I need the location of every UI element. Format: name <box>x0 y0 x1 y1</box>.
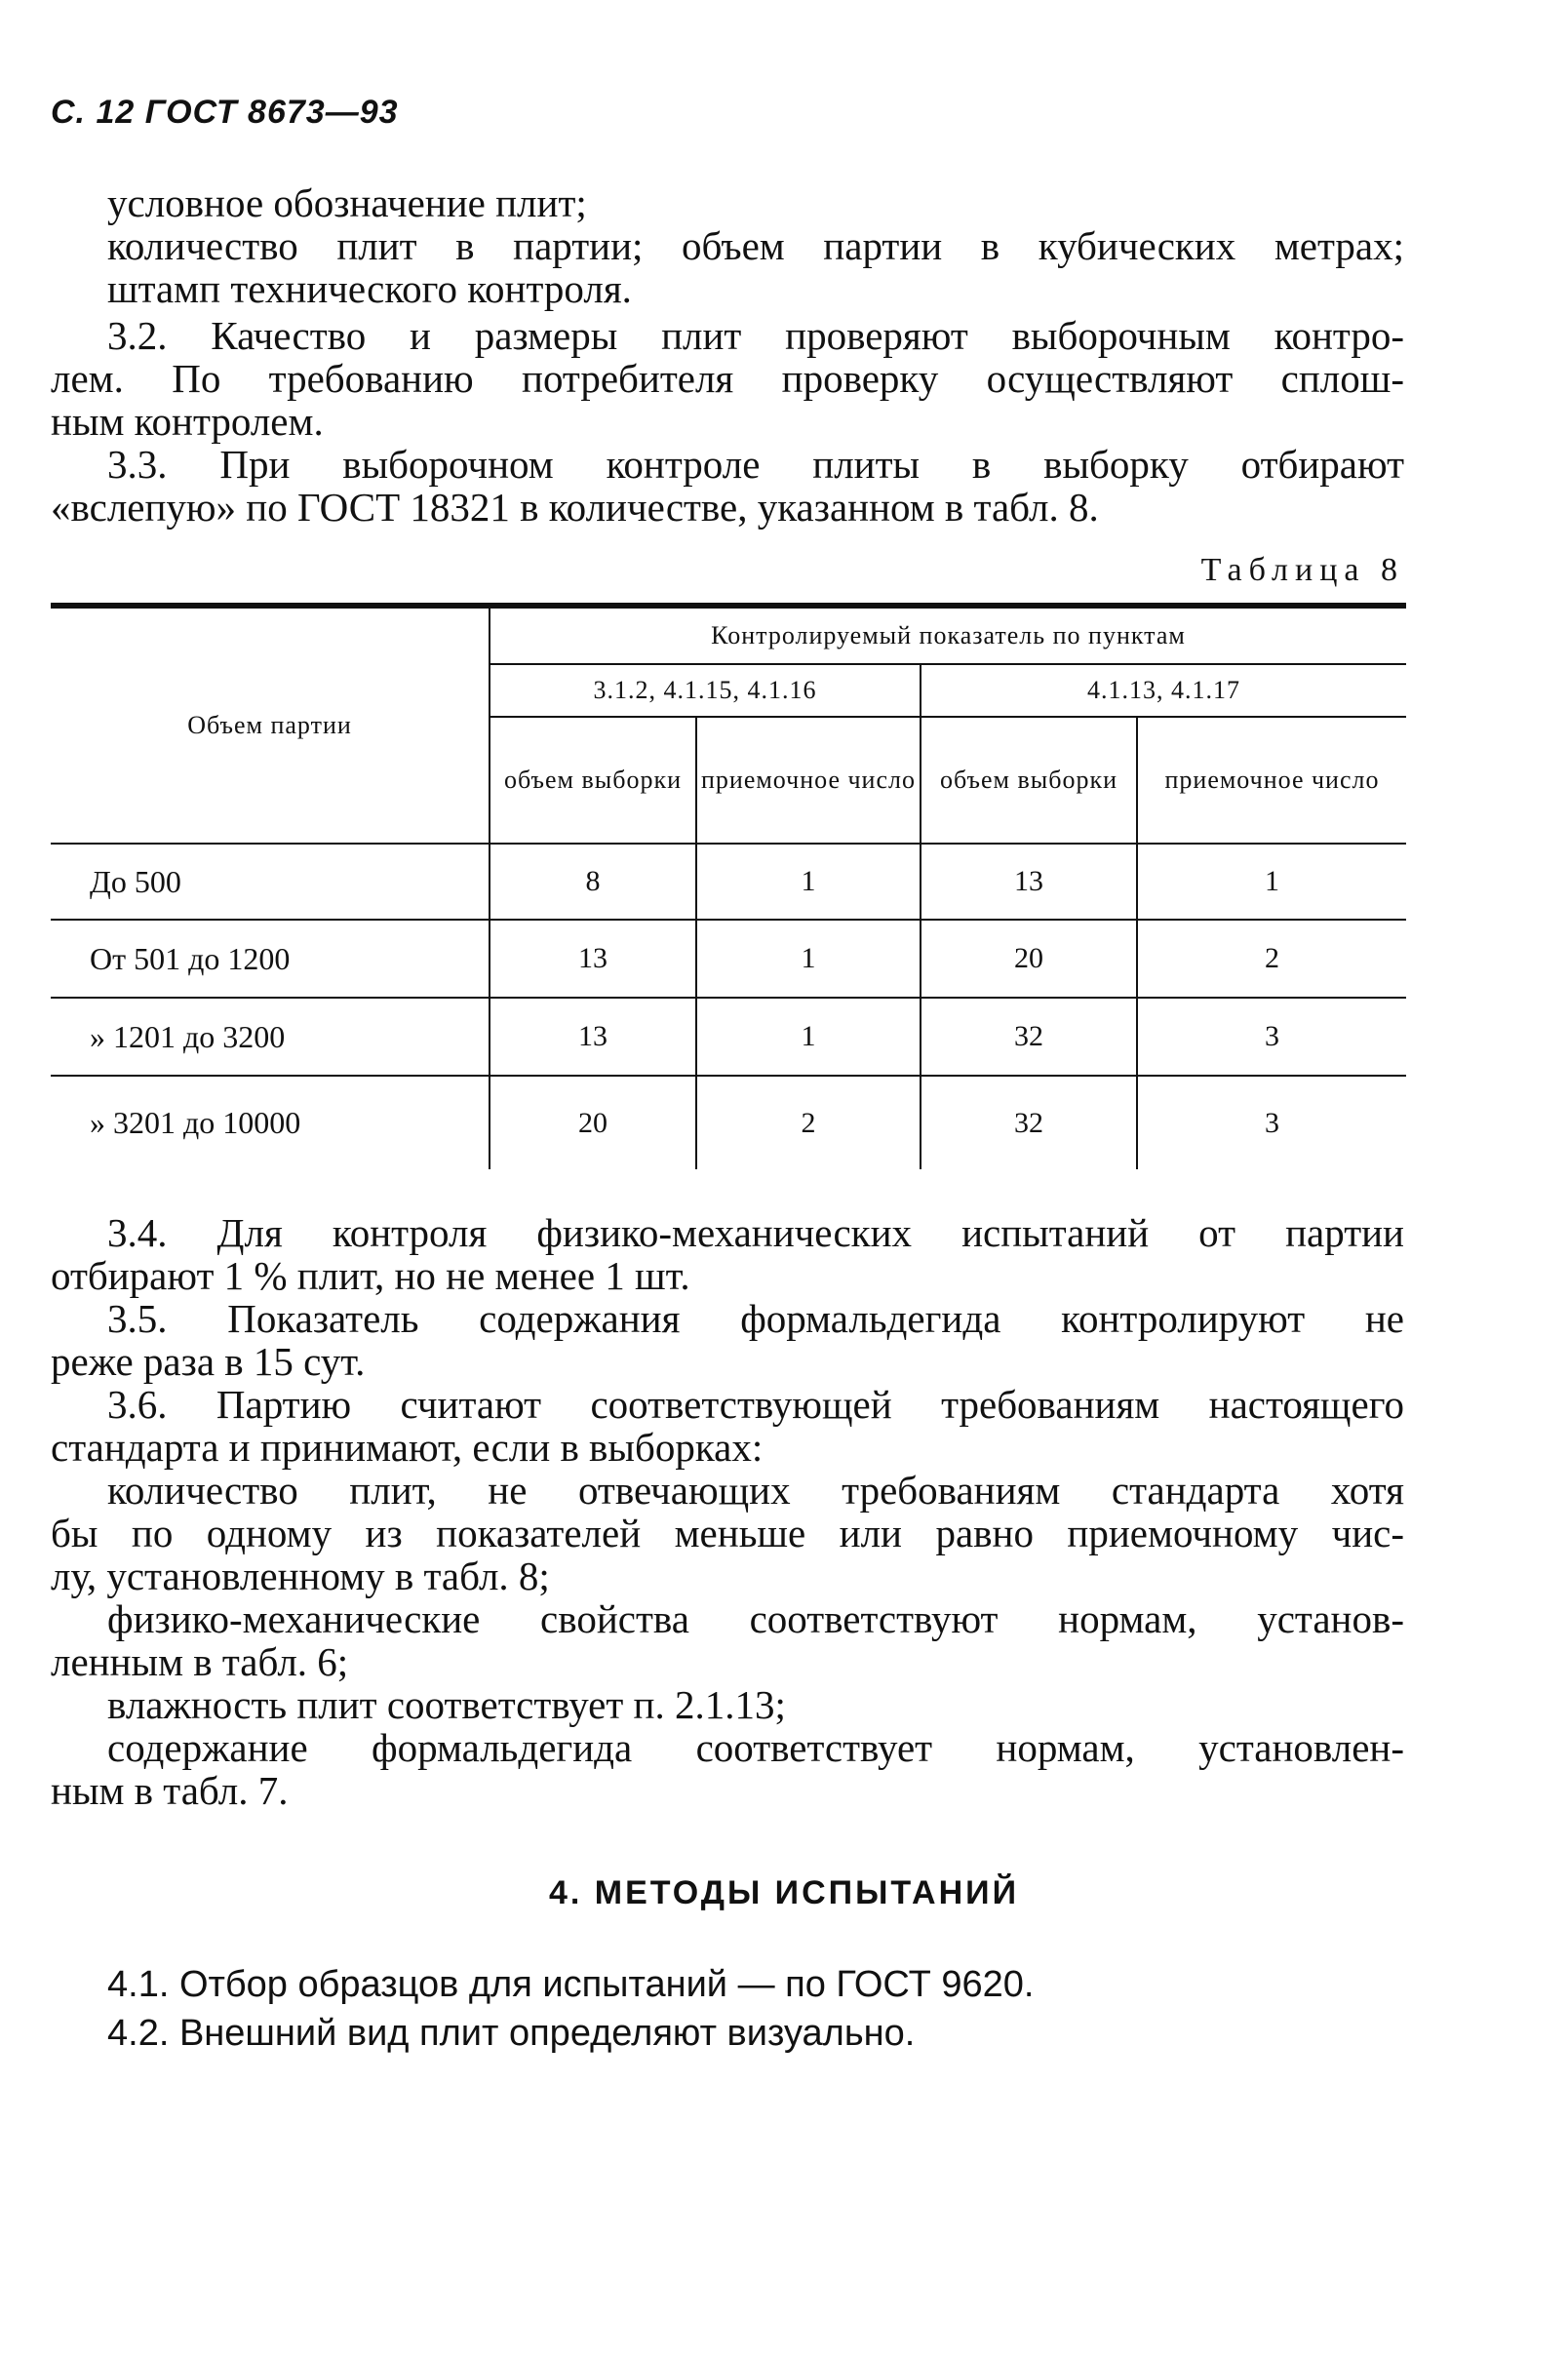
text-line: 4.1. Отбор образцов для испытаний — по ГОСТ 9620. <box>107 1964 1035 2005</box>
text-line: бы по одному из показателей меньше или равно приемочному чис- <box>51 1511 1404 1555</box>
text-line: 3.3. При выборочном контроле плиты в выборку отбирают <box>107 442 1404 487</box>
text-line: штамп технического контроля. <box>107 266 632 311</box>
text-line: ным в табл. 7. <box>51 1768 289 1813</box>
text-line: 3.4. Для контроля физико-механических испытаний от партии <box>107 1210 1404 1255</box>
row-label: » 1201 до 3200 <box>51 998 490 1076</box>
header-acceptance-number: приемочное число <box>1137 717 1406 844</box>
header-batch-volume: Объем партии <box>51 606 490 844</box>
text-line: количество плит, не отвечающих требованиям стандарта хотя <box>107 1468 1404 1513</box>
text-line: реже раза в 15 сут. <box>51 1339 366 1384</box>
text-line: «вслепую» по ГОСТ 18321 в количестве, указанном в табл. 8. <box>51 485 1099 530</box>
header-subgroup-1: 3.1.2, 4.1.15, 4.1.16 <box>490 664 921 717</box>
cell: 2 <box>696 1076 921 1169</box>
text-line: содержание формальдегида соответствует нормам, установлен- <box>107 1725 1404 1770</box>
paragraph-3-4 <box>51 1211 1404 1297</box>
text-line: ленным в табл. 6; <box>51 1639 349 1684</box>
table-row <box>51 998 1406 1076</box>
cell: 3 <box>1137 998 1406 1076</box>
table-caption: Таблица 8 <box>1200 552 1404 588</box>
text-line: ным контролем. <box>51 399 324 444</box>
paragraph-3-6 <box>51 1383 1404 1812</box>
table-8 <box>51 603 1406 1169</box>
paragraph-3-5 <box>51 1297 1404 1383</box>
row-label: От 501 до 1200 <box>51 920 490 998</box>
text-line: физико-механические свойства соответствуют нормам, установ- <box>107 1596 1404 1641</box>
cell: 8 <box>490 844 696 920</box>
text-line: 4.2. Внешний вид плит определяют визуально. <box>107 2013 916 2054</box>
cell: 2 <box>1137 920 1406 998</box>
text-line: условное обозначение плит; <box>107 180 587 225</box>
header-sample-size: объем выборки <box>921 717 1137 844</box>
text-line: стандарта и принимают, если в выборках: <box>51 1425 764 1470</box>
header-controlled-indicator: Контролируемый показатель по пунктам <box>490 606 1406 664</box>
page-header: С. 12 ГОСТ 8673—93 <box>51 94 399 131</box>
text-line: количество плит в партии; объем партии в кубических метрах; <box>107 223 1404 268</box>
table-row <box>51 844 1406 920</box>
cell: 3 <box>1137 1076 1406 1169</box>
table-row <box>51 1076 1406 1169</box>
header-sample-size: объем выборки <box>490 717 696 844</box>
text-line: лем. По требованию потребителя проверку осуществляют сплош- <box>51 356 1404 401</box>
table-row <box>51 920 1406 998</box>
paragraph-3-2 <box>51 314 1404 443</box>
text-line: 3.2. Качество и размеры плит проверяют выборочным контро- <box>107 313 1404 358</box>
cell: 32 <box>921 1076 1137 1169</box>
header-subgroup-2: 4.1.13, 4.1.17 <box>921 664 1406 717</box>
cell: 13 <box>921 844 1137 920</box>
cell: 20 <box>490 1076 696 1169</box>
intro-block <box>107 181 1404 310</box>
section-title: 4. МЕТОДЫ ИСПЫТАНИЙ <box>549 1874 1019 1911</box>
cell: 32 <box>921 998 1137 1076</box>
cell: 1 <box>696 844 921 920</box>
paragraph-4 <box>107 1960 1404 2058</box>
cell: 13 <box>490 998 696 1076</box>
cell: 1 <box>1137 844 1406 920</box>
row-label: » 3201 до 10000 <box>51 1076 490 1169</box>
cell: 13 <box>490 920 696 998</box>
paragraph-3-3 <box>51 443 1404 529</box>
text-line: 3.6. Партию считают соответствующей требованиям настоящего <box>107 1382 1404 1427</box>
cell: 1 <box>696 998 921 1076</box>
text-line: отбирают 1 % плит, но не менее 1 шт. <box>51 1253 690 1298</box>
cell: 1 <box>696 920 921 998</box>
text-line: влажность плит соответствует п. 2.1.13; <box>107 1682 786 1727</box>
header-acceptance-number: приемочное число <box>696 717 921 844</box>
cell: 20 <box>921 920 1137 998</box>
text-line: лу, установленному в табл. 8; <box>51 1554 550 1598</box>
text-line: 3.5. Показатель содержания формальдегида контролируют не <box>107 1296 1404 1341</box>
row-label: До 500 <box>51 844 490 920</box>
